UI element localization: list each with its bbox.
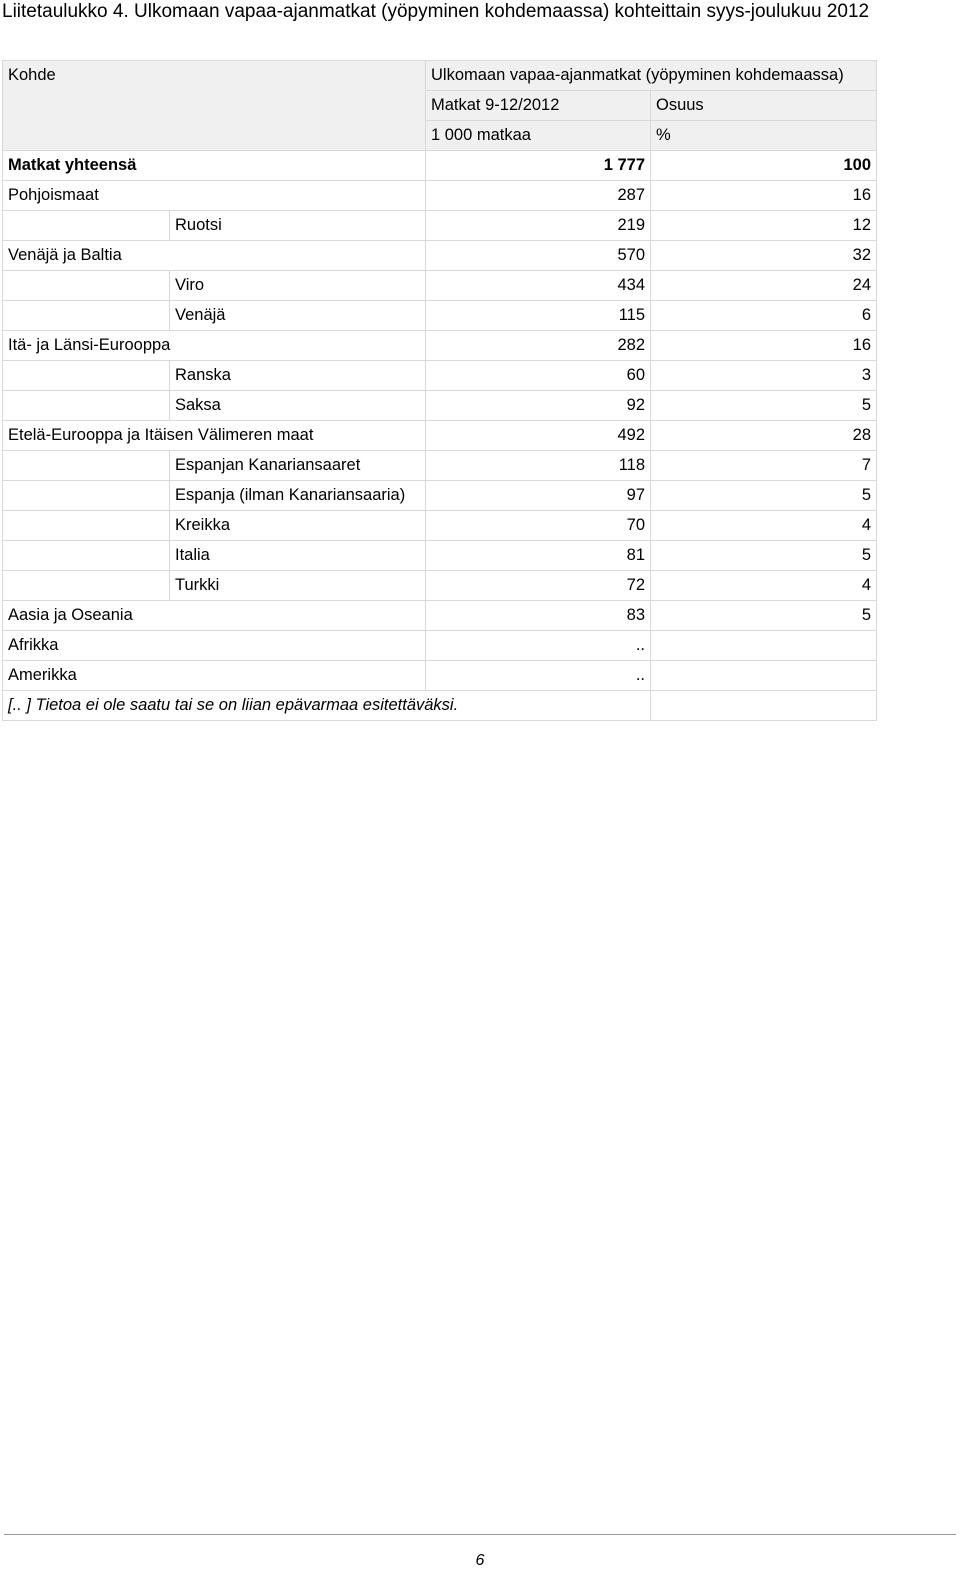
footnote-row	[3, 691, 877, 721]
region-label: Venäjä ja Baltia	[3, 241, 426, 271]
footnote: [.. ] Tietoa ei ole saatu tai se on liian epävarmaa esitettäväksi.	[3, 691, 651, 721]
share-value: 3	[651, 361, 877, 391]
table-row	[3, 271, 877, 301]
share-value: 12	[651, 211, 877, 241]
trips-value: 282	[426, 331, 651, 361]
table-row	[3, 511, 877, 541]
table-row	[3, 601, 877, 631]
indent-cell	[3, 451, 170, 481]
share-value	[651, 661, 877, 691]
trips-value: 434	[426, 271, 651, 301]
indent-cell	[3, 541, 170, 571]
table-row	[3, 421, 877, 451]
country-label: Ruotsi	[170, 211, 426, 241]
table-row	[3, 391, 877, 421]
footer-divider	[4, 1534, 956, 1535]
indent-cell	[3, 391, 170, 421]
region-label: Matkat yhteensä	[3, 151, 426, 181]
header-row-1	[3, 61, 877, 91]
country-label: Espanjan Kanariansaaret	[170, 451, 426, 481]
table-row	[3, 631, 877, 661]
share-value: 6	[651, 301, 877, 331]
country-label: Espanja (ilman Kanariansaaria)	[170, 481, 426, 511]
table-row	[3, 571, 877, 601]
trips-value: 60	[426, 361, 651, 391]
share-value: 7	[651, 451, 877, 481]
page-number: 6	[475, 1552, 485, 1569]
table-row	[3, 541, 877, 571]
share-value: 5	[651, 391, 877, 421]
table-row	[3, 151, 877, 181]
data-table	[2, 60, 877, 721]
share-value: 4	[651, 571, 877, 601]
region-label: Afrikka	[3, 631, 426, 661]
header-unit-osuus: %	[651, 121, 877, 151]
country-label: Italia	[170, 541, 426, 571]
country-label: Ranska	[170, 361, 426, 391]
share-value: 5	[651, 541, 877, 571]
table-row	[3, 181, 877, 211]
trips-value: ..	[426, 661, 651, 691]
share-value: 4	[651, 511, 877, 541]
indent-cell	[3, 301, 170, 331]
trips-value: 97	[426, 481, 651, 511]
table-row	[3, 451, 877, 481]
share-value: 100	[651, 151, 877, 181]
country-label: Saksa	[170, 391, 426, 421]
table-row	[3, 211, 877, 241]
indent-cell	[3, 571, 170, 601]
table-row	[3, 661, 877, 691]
table-row	[3, 331, 877, 361]
trips-value: 118	[426, 451, 651, 481]
trips-value: ..	[426, 631, 651, 661]
footnote-blank	[651, 691, 877, 721]
indent-cell	[3, 481, 170, 511]
table-row	[3, 481, 877, 511]
trips-value: 81	[426, 541, 651, 571]
region-label: Amerikka	[3, 661, 426, 691]
trips-value: 219	[426, 211, 651, 241]
trips-value: 1 777	[426, 151, 651, 181]
header-group: Ulkomaan vapaa-ajanmatkat (yöpyminen kohdemaassa)	[426, 61, 877, 91]
country-label: Turkki	[170, 571, 426, 601]
trips-value: 492	[426, 421, 651, 451]
country-label: Kreikka	[170, 511, 426, 541]
table-row	[3, 301, 877, 331]
header-osuus: Osuus	[651, 91, 877, 121]
indent-cell	[3, 271, 170, 301]
share-value: 5	[651, 481, 877, 511]
share-value: 28	[651, 421, 877, 451]
trips-value: 72	[426, 571, 651, 601]
trips-value: 287	[426, 181, 651, 211]
share-value: 16	[651, 181, 877, 211]
trips-value: 70	[426, 511, 651, 541]
table-row	[3, 241, 877, 271]
share-value: 16	[651, 331, 877, 361]
country-label: Venäjä	[170, 301, 426, 331]
trips-value: 83	[426, 601, 651, 631]
indent-cell	[3, 361, 170, 391]
table-row	[3, 361, 877, 391]
share-value	[651, 631, 877, 661]
share-value: 24	[651, 271, 877, 301]
share-value: 32	[651, 241, 877, 271]
country-label: Viro	[170, 271, 426, 301]
region-label: Itä- ja Länsi-Eurooppa	[3, 331, 426, 361]
header-kohde: Kohde	[3, 61, 426, 151]
indent-cell	[3, 511, 170, 541]
page-title: Liitetaulukko 4. Ulkomaan vapaa-ajanmatkat (yöpyminen kohdemaassa) kohteittain syys-joulukuu 2012	[2, 1, 870, 22]
header-matkat: Matkat 9-12/2012	[426, 91, 651, 121]
trips-value: 570	[426, 241, 651, 271]
region-label: Aasia ja Oseania	[3, 601, 426, 631]
region-label: Pohjoismaat	[3, 181, 426, 211]
trips-value: 92	[426, 391, 651, 421]
region-label: Etelä-Eurooppa ja Itäisen Välimeren maat	[3, 421, 426, 451]
trips-value: 115	[426, 301, 651, 331]
share-value: 5	[651, 601, 877, 631]
header-unit-matkat: 1 000 matkaa	[426, 121, 651, 151]
indent-cell	[3, 211, 170, 241]
